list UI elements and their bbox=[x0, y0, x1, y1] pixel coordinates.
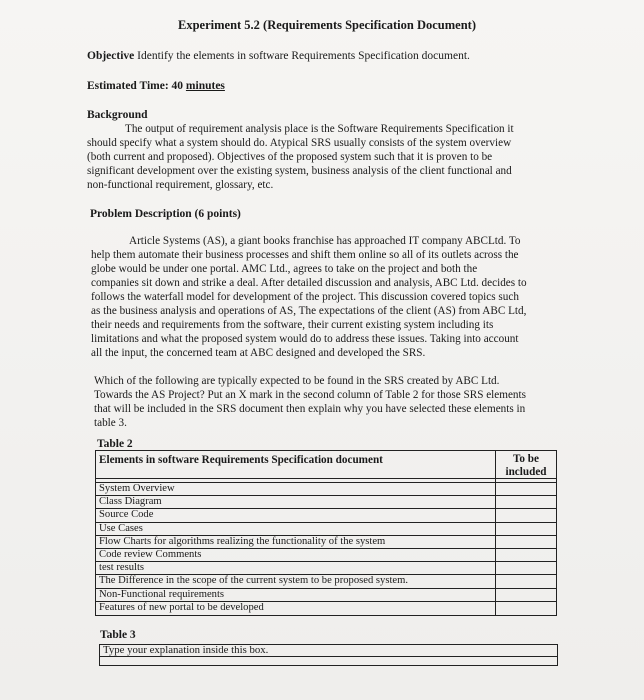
table2-caption: Table 2 bbox=[97, 438, 133, 450]
background-line: non-functional requirement, glossary, etc. bbox=[87, 179, 274, 191]
table2-header-included-line1: To be bbox=[512, 453, 539, 465]
question-line: Which of the following are typically expected to be found in the SRS created by ABC Ltd. bbox=[94, 375, 500, 387]
background-line: (both current and proposed). Objectives of the proposed system such that it is proven to be bbox=[87, 151, 493, 163]
table3-caption: Table 3 bbox=[100, 629, 136, 641]
problem-line: all the input, the concerned team at ABC designed and developed the SRS. bbox=[91, 347, 426, 359]
table-row bbox=[96, 549, 556, 562]
element-cell: Non-Functional requirements bbox=[96, 589, 496, 601]
problem-line: limitations and what the proposed system would do to address these issues. Taking into account bbox=[91, 333, 519, 345]
estimated-time bbox=[87, 80, 225, 92]
element-cell: Class Diagram bbox=[96, 496, 496, 508]
question-line: table 3. bbox=[94, 417, 127, 429]
element-cell: Source Code bbox=[96, 509, 496, 521]
included-mark-cell[interactable] bbox=[496, 589, 556, 601]
estimated-time-unit: minutes bbox=[185, 80, 225, 92]
problem-paragraph bbox=[91, 234, 557, 360]
problem-line: as the business analysis and operations of AS, The expectations of the client (AS) from ABC Ltd, bbox=[91, 305, 527, 317]
srs-elements-table bbox=[95, 450, 557, 616]
table2-header-included-line2: included bbox=[505, 466, 547, 478]
table-row bbox=[96, 523, 556, 536]
table2-header-elements bbox=[96, 451, 496, 479]
included-mark-cell[interactable] bbox=[496, 509, 556, 521]
background-line: should specify what a system should do. Atypical SRS usually consists of the system overview bbox=[87, 137, 512, 149]
element-cell: The Difference in the scope of the current system to be proposed system. bbox=[96, 575, 496, 587]
problem-line: their needs and requirements from the software, their current existing system including its bbox=[91, 319, 494, 331]
problem-heading: Problem Description (6 points) bbox=[90, 208, 241, 220]
included-mark-cell[interactable] bbox=[496, 483, 556, 495]
included-mark-cell[interactable] bbox=[496, 602, 556, 615]
problem-line: follows the waterfall model for development of the project. This discussion covered topics such bbox=[91, 291, 519, 303]
background-line: significant development over the existing system, business analysis of the client functional and bbox=[87, 165, 512, 177]
included-mark-cell[interactable] bbox=[496, 562, 556, 574]
included-mark-cell[interactable] bbox=[496, 496, 556, 508]
table-row bbox=[96, 589, 556, 602]
question-paragraph bbox=[94, 374, 556, 430]
included-mark-cell[interactable] bbox=[496, 549, 556, 561]
element-cell: Features of new portal to be developed bbox=[96, 602, 496, 615]
table2-header-elements-label: Elements in software Requirements Specification document bbox=[99, 454, 383, 466]
element-cell: Use Cases bbox=[96, 523, 496, 535]
question-line: Towards the AS Project? Put an X mark in the second column of Table 2 for those SRS elements bbox=[94, 389, 526, 401]
included-mark-cell[interactable] bbox=[496, 536, 556, 548]
document-title: Experiment 5.2 (Requirements Specification Document) bbox=[178, 18, 476, 32]
background-paragraph bbox=[87, 122, 553, 192]
problem-line: globe would be under one portal. AMC Ltd., agrees to take on the project and both the bbox=[91, 263, 478, 275]
element-cell: test results bbox=[96, 562, 496, 574]
table-row bbox=[96, 602, 556, 615]
table-row bbox=[96, 509, 556, 522]
question-line: that will be included in the SRS document then explain why you have selected these elements in bbox=[94, 403, 526, 415]
table-row bbox=[96, 536, 556, 549]
element-cell: System Overview bbox=[96, 483, 496, 495]
table-row bbox=[96, 496, 556, 509]
objective-text: Identify the elements in software Requirements Specification document. bbox=[134, 50, 470, 62]
explanation-box[interactable]: Type your explanation inside this box. bbox=[100, 645, 557, 657]
element-cell: Code review Comments bbox=[96, 549, 496, 561]
background-line: The output of requirement analysis place is the Software Requirements Specification it bbox=[125, 123, 514, 135]
included-mark-cell[interactable] bbox=[496, 523, 556, 535]
table2-body bbox=[96, 483, 556, 615]
problem-line: companies sit down and strike a deal. After detailed discussion and analysis, ABC Ltd. decides to bbox=[91, 277, 527, 289]
estimated-time-label: Estimated Time: 40 bbox=[87, 80, 186, 92]
table-row bbox=[96, 562, 556, 575]
included-mark-cell[interactable] bbox=[496, 575, 556, 587]
explanation-table bbox=[99, 644, 558, 666]
background-heading: Background bbox=[87, 109, 148, 121]
problem-line: help them automate their business processes and shift them online so all of its outlets across the bbox=[91, 249, 519, 261]
element-cell: Flow Charts for algorithms realizing the functionality of the system bbox=[96, 536, 496, 548]
table-row bbox=[96, 575, 556, 588]
objective-line bbox=[87, 50, 470, 62]
objective-label: Objective bbox=[87, 50, 135, 62]
problem-line: Article Systems (AS), a giant books franchise has approached IT company ABCLtd. To bbox=[129, 235, 521, 247]
table2-header-included bbox=[496, 451, 556, 479]
table-row bbox=[96, 483, 556, 496]
